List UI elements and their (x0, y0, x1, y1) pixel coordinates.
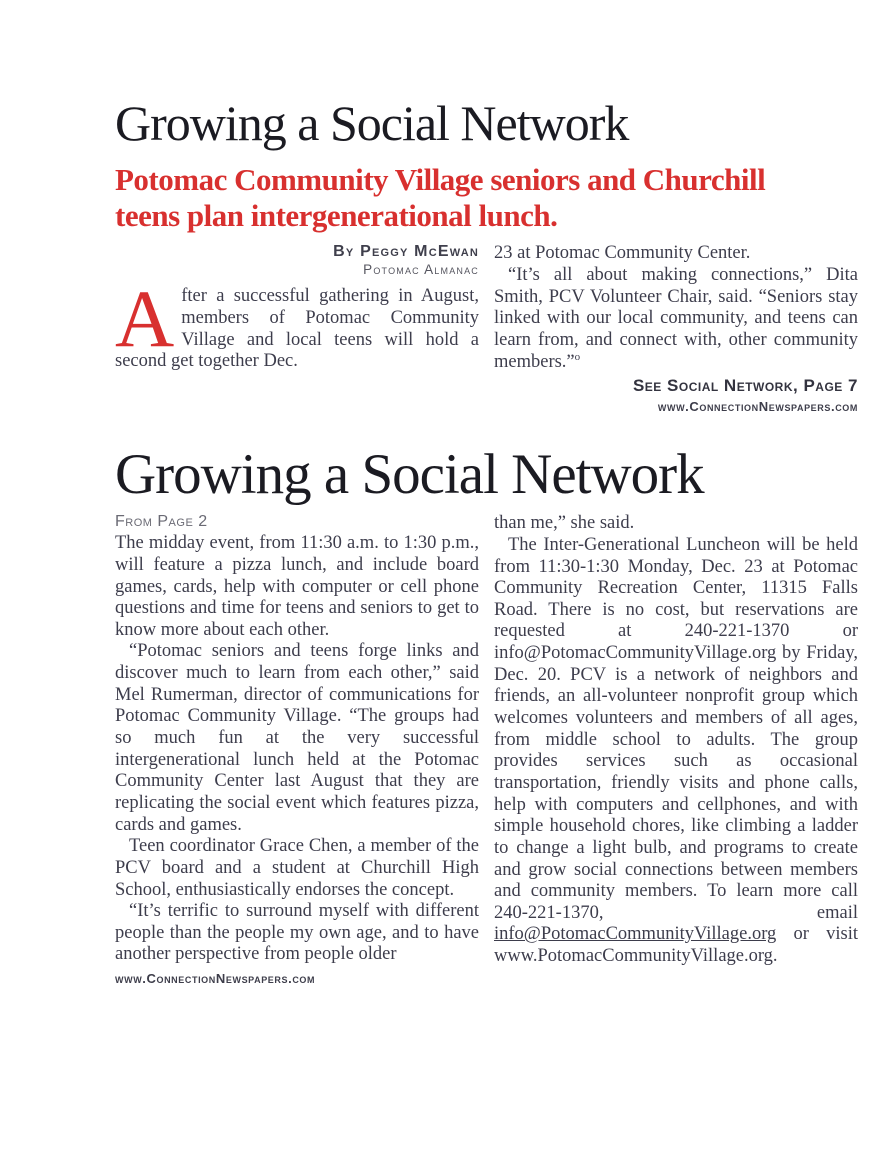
end-mark: o (574, 351, 581, 364)
jump-left-column (115, 513, 479, 986)
website-footer: www.ConnectionNewspapers.com (115, 971, 316, 987)
paragraph-text: The Inter-Generational Luncheon will be held from 11:30-1:30 Monday, Dec. 23 at Potomac Community Recreation Center, 11315 Falls Road. There is no cost, but reservations are requested at 240-221-1370 or info@PotomacCommunityVillage.org by Friday, Dec. 20. PCV is a network of neighbors and friends, an all-volunteer nonprofit group which welcomes volunteers and members of all ages, from middle school to adults. The group provides services such as occasional transportation, friendly visits and phone calls, help with computers and cellphones, and with simple household chores, like climbing a ladder to change a light bulb, and programs to create and grow social connections between members and community members. To learn more call 240-221-1370, email (494, 534, 858, 923)
article-paragraph: than me,” she said. (494, 513, 635, 534)
byline: By Peggy McEwan (333, 243, 479, 261)
byline-source: Potomac Almanac (363, 262, 479, 278)
paragraph-text: or visit www.PotomacCommunityVillage.org. (494, 924, 858, 967)
article-jump (115, 443, 859, 987)
jump-columns (115, 513, 859, 986)
article-paragraph: The midday event, from 11:30 a.m. to 1:30 p.m., will feature a pizza lunch, and include board games, cards, help with computer or cell phone questions and time for teens and seniors to get to know more about each other. (115, 533, 479, 640)
page-content (115, 95, 859, 987)
jump-right-column (494, 513, 858, 986)
byline-block (115, 243, 479, 277)
article-paragraph: “It’s terrific to surround myself with different people than the people my own age, and to have another perspective from people older (115, 901, 479, 965)
article-paragraph: “Potomac seniors and teens forge links and discover much to learn from each other,” said Mel Rumerman, director of communications for Potomac Community Village. “The groups had so much fun at the very successful intergenerational lunch held at the Potomac Community Center last August that they are replicating the social event which features pizza, cards and games. (115, 641, 479, 835)
email-link[interactable]: info@PotomacCommunityVillage.org (494, 924, 777, 945)
jump-line: See Social Network, Page 7 (632, 376, 858, 396)
article-paragraph: Teen coordinator Grace Chen, a member of the PCV board and a student at Churchill High School, enthusiastically endorses the concept. (115, 836, 479, 900)
website-footer: www.ConnectionNewspapers.com (657, 399, 858, 415)
paragraph-text: fter a successful gathering in August, members of Potomac Community Village and local teens will hold a second get together Dec. (115, 286, 479, 372)
jump-headline: Growing a Social Network (115, 443, 704, 507)
article-paragraph (494, 535, 858, 968)
article-paragraph (494, 265, 858, 374)
top-right-column (494, 243, 858, 414)
article-paragraph (115, 273, 479, 373)
top-subhead: Potomac Community Village seniors and Churchill teens plan intergenerational lunch. (115, 162, 766, 233)
top-columns (115, 243, 859, 414)
top-left-column (115, 243, 479, 414)
article-top (115, 95, 859, 415)
drop-cap: A (115, 273, 175, 365)
article-paragraph: 23 at Potomac Community Center. (494, 243, 751, 264)
top-headline: Growing a Social Network (115, 95, 629, 151)
from-page-kicker: From Page 2 (115, 513, 208, 531)
paragraph-text: “It’s all about making connections,” Dita Smith, PCV Volunteer Chair, said. “Seniors stay linked with our local community, and teens can learn from, and connect with, other community members.” (494, 264, 858, 373)
